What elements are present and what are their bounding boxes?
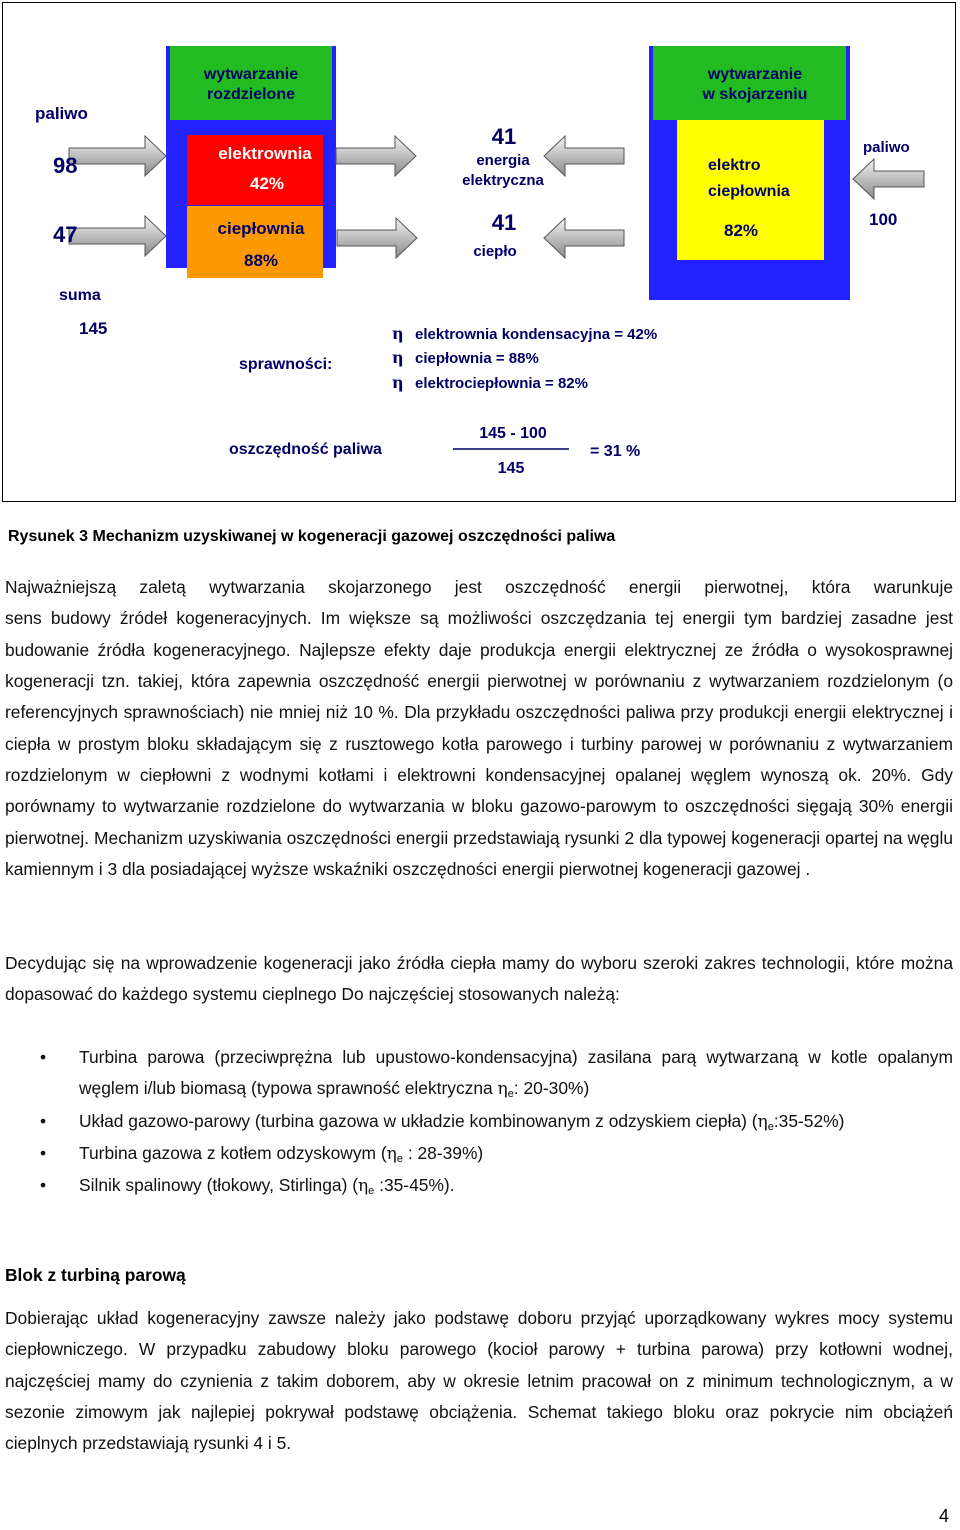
paragraph-2	[5, 948, 953, 1011]
energy-value: 41	[491, 124, 517, 149]
energy-label-line2: elektryczna	[462, 172, 544, 189]
right-header-line2: w skojarzeniu	[702, 86, 808, 103]
bullet-marker: •	[40, 1175, 47, 1196]
left-header-box	[170, 46, 332, 120]
efficiency-line-3: elektrociepłownia = 82%	[415, 375, 588, 392]
paliwo-left-label: paliwo	[35, 104, 88, 123]
suma-value: 145	[79, 319, 108, 338]
chp-label-line1: elektro	[708, 157, 761, 174]
arrow-cieplownia-out	[337, 218, 417, 258]
left-header-line2: rozdzielone	[206, 86, 296, 103]
list-item-value: :35-52%)	[773, 1110, 845, 1131]
value-98: 98	[53, 153, 78, 178]
figure-caption: Rysunek 3 Mechanizm uzyskiwanej w kogeneracji gazowej oszczędności paliwa	[8, 528, 616, 545]
list-item	[0, 1138, 953, 1170]
eta-subscript: e	[396, 1153, 403, 1166]
figure-diagram	[3, 3, 956, 502]
eta-subscript: e	[368, 1185, 375, 1198]
arrow-elektrownia-out	[336, 136, 416, 176]
list-item-value: : 20-30%)	[513, 1078, 590, 1099]
paragraph-1-line-1: Najważniejszą zaletą wytwarzania skojarzonego jest oszczędność energii pierwotnej, która warunkuje	[5, 577, 953, 597]
list-item-value: : 28-39%)	[402, 1143, 484, 1164]
arrow-fuel-chp	[853, 159, 924, 199]
eta-symbol: η	[757, 1111, 768, 1132]
heat-value: 41	[491, 210, 517, 235]
technology-list	[0, 1042, 953, 1203]
value-100: 100	[869, 210, 898, 229]
eta-symbol-2: η	[392, 348, 404, 367]
energy-label-line1: energia	[476, 152, 530, 169]
paragraph-1-rest: sens budowy źródeł kogeneracyjnych. Im większe są możliwości oszczędzania tej energii tym bardziej zasadne jest budowanie źródła kogeneracyjnego. Najlepsze efekty daje produkcja energii elektrycznej ze źródła o wysokosprawnej kogeneracji tzn. takiej, która zapewnia oszczędność energii pierwotnej w porównaniu z wytwarzaniem rozdzielonym (o referencyjnych sprawnościach) nie mniej niż 10 %. Dla przykładu oszczędności paliwa przy produkcji energii elektrycznej i ciepła w prostym bloku składającym się z rusztowego kotła parowego i turbiny parowej w porównaniu z wytwarzaniem rozdzielonym w ciepłowni z wodnymi kotłami i elektrowni kondensacyjnej opalanej węglem wynoszą ok. 20%. Gdy porównamy to wytwarzanie rozdzielone do wytwarzania w bloku gazowo-parowym to oszczędności sięgają 30% energii pierwotnej. Mechanizm uzyskiwania oszczędności energii przedstawiają rysunki 2 dla typowej kogeneracji opartej na węglu kamiennym i 3 dla posiadającej wyższe wskaźniki oszczędności energii pierwotnej kogeneracji gazowej .	[5, 608, 953, 880]
eta-symbol: η	[386, 1144, 397, 1165]
eta-subscript: e	[507, 1088, 514, 1101]
elektrownia-label: elektrownia	[218, 144, 312, 163]
paragraph-3-text: Dobierając układ kogeneracyjny zawsze należy jako podstawę doboru przyjąć uporządkowany wykres mocy systemu ciepłowniczego. W przypadku zabudowy bloku parowego (kocioł parowy + turbina parowa) przy kotłowni wodnej, najczęściej mamy do czynienia z takim doborem, aby w okresie letnim pracował on z minimum technologicznym, a w sezonie zimowym jak najlepiej pokrywał podstawę obciążenia. Schemat takiego bloku oraz pokrycie nim obciążeń cieplnych przedstawiają rysunki 4 i 5.	[5, 1308, 953, 1454]
heat-label: ciepło	[473, 243, 517, 260]
efficiency-line-2: ciepłownia = 88%	[415, 350, 539, 367]
list-item	[0, 1042, 953, 1106]
right-header-box	[653, 46, 846, 120]
suma-label: suma	[59, 287, 101, 304]
chp-label-line2: ciepłownia	[708, 183, 790, 200]
list-item-text: Turbina parowa (przeciwprężna lub upustowo-kondensacyjna) zasilana parą wytwarzaną w kotle opalanym węglem i/lub biomasą (typowa sprawność elektryczna	[79, 1047, 953, 1099]
bullet-marker: •	[40, 1143, 47, 1164]
list-item-text: Układ gazowo-parowy (turbina gazowa w układzie kombinowanym z odzyskiem ciepła) (	[79, 1110, 758, 1131]
chp-pct: 82%	[724, 221, 759, 240]
eta-symbol: η	[497, 1079, 508, 1100]
list-item	[0, 1170, 953, 1202]
eta-symbol-3: η	[392, 373, 404, 392]
sprawnosci-label: sprawności:	[239, 356, 333, 373]
arrow-fuel-cieplownia	[69, 216, 166, 256]
arrow-chp-heat	[544, 218, 624, 258]
paragraph-1	[5, 572, 953, 885]
arrow-fuel-elektrownia	[69, 136, 166, 176]
bullet-marker: •	[40, 1110, 47, 1131]
elektrownia-pct: 42%	[249, 174, 285, 193]
fraction-numerator: 145 - 100	[479, 425, 547, 442]
value-47: 47	[53, 222, 78, 247]
bullet-marker: •	[40, 1047, 47, 1067]
savings-label: oszczędność paliwa	[229, 441, 382, 458]
list-item	[0, 1106, 953, 1138]
efficiency-line-1: elektrownia kondensacyjna = 42%	[415, 326, 658, 343]
page-number: 4	[939, 1506, 950, 1526]
eta-symbol: η	[357, 1176, 369, 1197]
cogeneration-figure	[2, 2, 956, 502]
fraction-denominator: 145	[497, 460, 525, 477]
list-item-text: Silnik spalinowy (tłokowy, Stirlinga) (	[79, 1175, 358, 1196]
eta-subscript: e	[767, 1120, 774, 1133]
eta-symbol-1: η	[392, 324, 404, 343]
paliwo-right-label: paliwo	[863, 139, 910, 156]
savings-result: = 31 %	[590, 443, 641, 460]
list-item-text: Turbina gazowa z kotłem odzyskowym (	[79, 1143, 387, 1164]
paragraph-3	[5, 1303, 953, 1460]
cieplownia-label: ciepłownia	[217, 219, 305, 238]
section-heading: Blok z turbiną parową	[5, 1265, 186, 1285]
cieplownia-pct: 88%	[243, 251, 279, 270]
left-header-line1: wytwarzanie	[203, 66, 299, 83]
right-header-line1: wytwarzanie	[707, 66, 803, 83]
arrow-chp-energy	[544, 136, 624, 176]
list-item-value: :35-45%).	[374, 1175, 455, 1196]
paragraph-2-text: Decydując się na wprowadzenie kogeneracji jako źródła ciepła mamy do wyboru szeroki zakres technologii, które można dopasować do każdego systemu cieplnego Do najczęściej stosowanych należą:	[5, 953, 953, 1005]
